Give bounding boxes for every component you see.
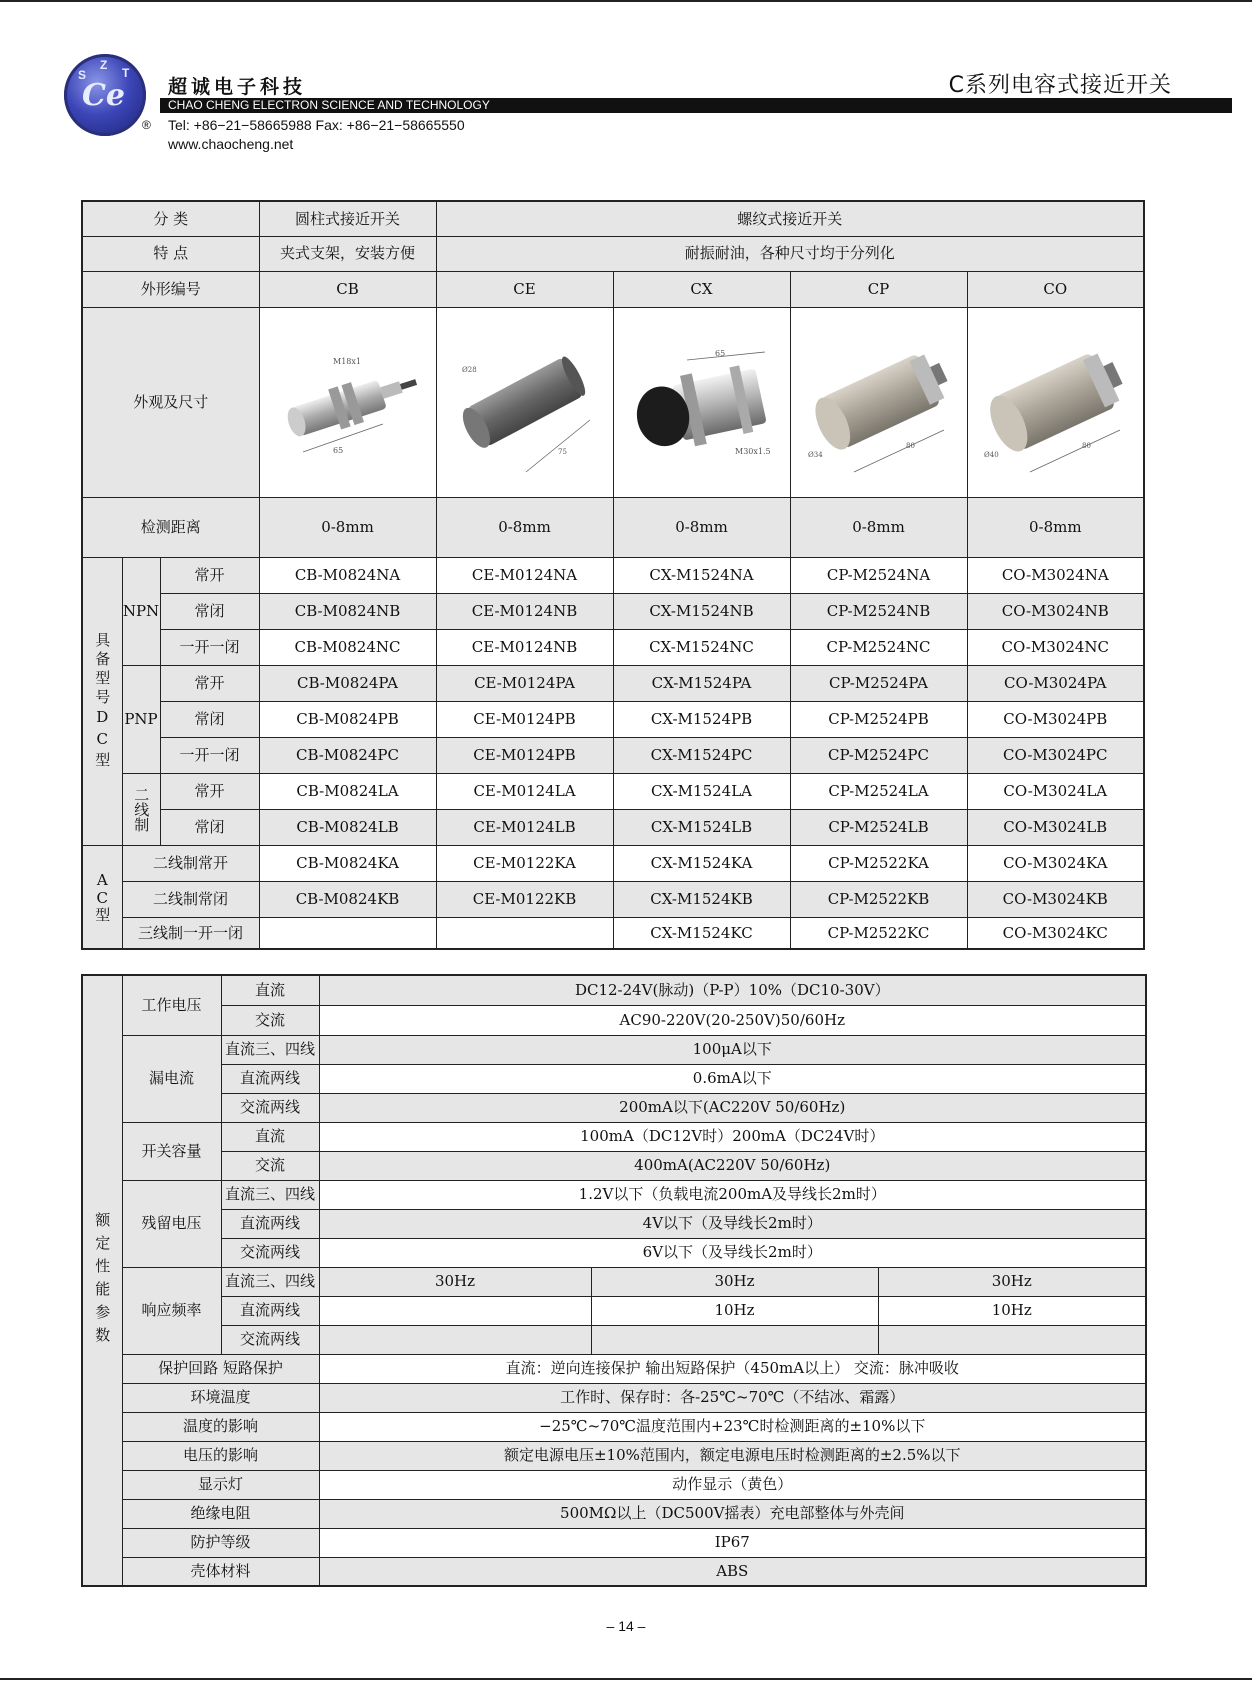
feature-cylinder: 夹式支架，安装方便 [259, 236, 436, 271]
output-type: 一开一闭 [160, 629, 259, 665]
output-type: 三线制一开一闭 [122, 917, 259, 949]
ac-group-label: AC型 [82, 845, 122, 949]
spec-value: 额定电源电压±10%范围内，额定电源电压时检测距离的±2.5%以下 [319, 1441, 1146, 1470]
spec-label: 绝缘电阻 [122, 1499, 319, 1528]
output-type: 常开 [160, 773, 259, 809]
distance-value: 0-8mm [259, 497, 436, 557]
spec-label: 环境温度 [122, 1383, 319, 1412]
spec-sub: 直流 [221, 1122, 319, 1151]
product-image-ce [436, 307, 613, 497]
model-cell [436, 917, 613, 949]
spec-sub: 交流两线 [221, 1093, 319, 1122]
model-cell: CE-M0124PB [436, 737, 613, 773]
spec-value: 30Hz [878, 1267, 1146, 1296]
distance-value: 0-8mm [613, 497, 790, 557]
model-cell: CO-M3024PC [967, 737, 1144, 773]
dim-length: 65 [714, 349, 725, 358]
spec-value [878, 1325, 1146, 1354]
spec-value: 1.2V以下（负载电流200mA及导线长2m时） [319, 1180, 1146, 1209]
model-code: CE [436, 271, 613, 307]
dim-diameter: Ø40 [984, 451, 999, 459]
dc-group-label: 具备型号DC型 [82, 557, 122, 845]
spec-sub: 直流两线 [221, 1209, 319, 1238]
dim-thread: M18x1 [332, 357, 361, 366]
model-cell: CE-M0124PB [436, 701, 613, 737]
spec-label: 漏电流 [122, 1035, 221, 1122]
logo-letter: Z [100, 58, 108, 72]
spec-value [591, 1325, 878, 1354]
contact-line: Tel: +86−21−58665988 Fax: +86−21−58665550 [168, 117, 465, 133]
model-cell: CO-M3024PB [967, 701, 1144, 737]
model-cell: CX-M1524NC [613, 629, 790, 665]
model-cell: CB-M0824NA [259, 557, 436, 593]
output-type: 常闭 [160, 809, 259, 845]
model-cell: CB-M0824PA [259, 665, 436, 701]
dim-length: 65 [332, 446, 343, 455]
spec-value: 30Hz [319, 1267, 591, 1296]
output-type: 常开 [160, 557, 259, 593]
spec-table [81, 974, 1147, 1587]
distance-value: 0-8mm [436, 497, 613, 557]
pnp-label: PNP [122, 665, 160, 773]
model-cell: CP-M2524NC [790, 629, 967, 665]
model-cell: CO-M3024LB [967, 809, 1144, 845]
spec-value: 30Hz [591, 1267, 878, 1296]
feature-thread: 耐振耐油，各种尺寸均于分列化 [436, 236, 1144, 271]
output-type: 常开 [160, 665, 259, 701]
model-code: CB [259, 271, 436, 307]
website: www.chaocheng.net [168, 136, 294, 152]
model-cell: CE-M0122KB [436, 881, 613, 917]
model-cell: CO-M3024NB [967, 593, 1144, 629]
model-cell: CP-M2524PB [790, 701, 967, 737]
bottom-border [0, 1678, 1252, 1680]
model-cell: CB-M0824PB [259, 701, 436, 737]
two-wire-label: 二线制 [122, 773, 160, 845]
model-cell: CB-M0824LA [259, 773, 436, 809]
model-cell: CE-M0124PA [436, 665, 613, 701]
spec-value: 200mA以下(AC220V 50/60Hz) [319, 1093, 1146, 1122]
spec-value: 直流：逆向连接保护 输出短路保护（450mA以上） 交流：脉冲吸收 [319, 1354, 1146, 1383]
model-cell: CE-M0124LA [436, 773, 613, 809]
category-cylinder: 圆柱式接近开关 [259, 201, 436, 236]
model-cell: CP-M2524PA [790, 665, 967, 701]
model-cell: CE-M0124LB [436, 809, 613, 845]
dim-length: 80 [905, 442, 915, 450]
dim-diameter: Ø28 [461, 366, 477, 374]
model-cell: CX-M1524KA [613, 845, 790, 881]
model-cell: CP-M2524NB [790, 593, 967, 629]
model-code: CX [613, 271, 790, 307]
category-thread: 螺纹式接近开关 [436, 201, 1144, 236]
model-cell: CX-M1524NA [613, 557, 790, 593]
spec-value: 10Hz [591, 1296, 878, 1325]
spec-value [319, 1296, 591, 1325]
spec-label: 防护等级 [122, 1528, 319, 1557]
model-cell: CB-M0824KB [259, 881, 436, 917]
product-image-cb [259, 307, 436, 497]
model-cell: CX-M1524PB [613, 701, 790, 737]
output-type: 常闭 [160, 593, 259, 629]
model-cell: CB-M0824KA [259, 845, 436, 881]
model-cell: CP-M2524PC [790, 737, 967, 773]
spec-value: AC90-220V(20-250V)50/60Hz [319, 1005, 1146, 1035]
model-cell: CX-M1524KC [613, 917, 790, 949]
model-cell: CP-M2522KA [790, 845, 967, 881]
dim-length: 75 [557, 448, 567, 456]
model-cell: CP-M2524LB [790, 809, 967, 845]
spec-value: 100μA以下 [319, 1035, 1146, 1064]
page-number: – 14 – [606, 1618, 646, 1634]
model-table [81, 200, 1145, 950]
spec-label: 工作电压 [122, 975, 221, 1035]
product-image-cp [790, 307, 967, 497]
spec-sub: 交流两线 [221, 1325, 319, 1354]
spec-sub: 直流两线 [221, 1064, 319, 1093]
spec-label: 显示灯 [122, 1470, 319, 1499]
feature-label: 特 点 [82, 236, 259, 271]
spec-label: 残留电压 [122, 1180, 221, 1267]
model-cell: CB-M0824NB [259, 593, 436, 629]
model-cell: CX-M1524LB [613, 809, 790, 845]
spec-sub: 交流 [221, 1005, 319, 1035]
model-cell: CE-M0124NA [436, 557, 613, 593]
model-cell: CO-M3024KB [967, 881, 1144, 917]
distance-value: 0-8mm [967, 497, 1144, 557]
spec-value: −25℃~70℃温度范围内+23℃时检测距离的±10%以下 [319, 1412, 1146, 1441]
spec-sub: 直流三、四线 [221, 1267, 319, 1296]
model-code: CP [790, 271, 967, 307]
model-cell: CP-M2522KB [790, 881, 967, 917]
logo-mark: Ce [82, 78, 125, 113]
output-type: 二线制常闭 [122, 881, 259, 917]
dim-length: 80 [1082, 442, 1092, 450]
model-label: 外形编号 [82, 271, 259, 307]
spec-value: 400mA(AC220V 50/60Hz) [319, 1151, 1146, 1180]
spec-value: 工作时、保存时：各-25℃~70℃（不结冰、霜露） [319, 1383, 1146, 1412]
model-cell: CP-M2522KC [790, 917, 967, 949]
spec-value: 4V以下（及导线长2m时） [319, 1209, 1146, 1238]
spec-value: ABS [319, 1557, 1146, 1586]
logo-letter: S [78, 68, 87, 82]
spec-value: 6V以下（及导线长2m时） [319, 1238, 1146, 1267]
output-type: 二线制常开 [122, 845, 259, 881]
company-name-en: CHAO CHENG ELECTRON SCIENCE AND TECHNOLOGY [168, 98, 490, 112]
model-cell: CE-M0124NB [436, 593, 613, 629]
series-title: C系列电容式接近开关 [948, 73, 1172, 98]
spec-label: 开关容量 [122, 1122, 221, 1180]
output-type: 一开一闭 [160, 737, 259, 773]
spec-value: 500MΩ以上（DC500V摇表）充电部整体与外壳间 [319, 1499, 1146, 1528]
distance-label: 检测距离 [82, 497, 259, 557]
top-border [0, 0, 1252, 2]
npn-label: NPN [122, 557, 160, 665]
spec-sub: 交流两线 [221, 1238, 319, 1267]
model-cell: CO-M3024NC [967, 629, 1144, 665]
dim-thread: M30x1.5 [734, 447, 771, 456]
model-cell: CX-M1524LA [613, 773, 790, 809]
model-cell: CE-M0124NB [436, 629, 613, 665]
model-cell: CO-M3024LA [967, 773, 1144, 809]
spec-sub: 直流三、四线 [221, 1035, 319, 1064]
model-cell: CX-M1524NB [613, 593, 790, 629]
registered-mark: ® [142, 118, 151, 132]
spec-group-label: 额定性能参数 [82, 975, 122, 1586]
dim-diameter: Ø34 [807, 451, 823, 459]
model-code: CO [967, 271, 1144, 307]
spec-label: 电压的影响 [122, 1441, 319, 1470]
spec-value: IP67 [319, 1528, 1146, 1557]
model-cell: CB-M0824NC [259, 629, 436, 665]
spec-sub: 直流三、四线 [221, 1180, 319, 1209]
spec-value: 100mA（DC12V时）200mA（DC24V时） [319, 1122, 1146, 1151]
model-cell: CO-M3024PA [967, 665, 1144, 701]
model-cell: CB-M0824PC [259, 737, 436, 773]
spec-label: 温度的影响 [122, 1412, 319, 1441]
company-logo [64, 54, 146, 136]
model-cell: CB-M0824LB [259, 809, 436, 845]
spec-sub: 直流 [221, 975, 319, 1005]
spec-label: 保护回路 短路保护 [122, 1354, 319, 1383]
spec-label: 响应频率 [122, 1267, 221, 1354]
spec-value: 动作显示（黄色） [319, 1470, 1146, 1499]
spec-value [319, 1325, 591, 1354]
model-cell: CE-M0122KA [436, 845, 613, 881]
company-name-cn: 超诚电子科技 [168, 76, 307, 98]
spec-value: 10Hz [878, 1296, 1146, 1325]
spec-sub: 直流两线 [221, 1296, 319, 1325]
model-cell: CX-M1524KB [613, 881, 790, 917]
model-cell: CO-M3024NA [967, 557, 1144, 593]
model-cell: CO-M3024KA [967, 845, 1144, 881]
spec-value: DC12-24V(脉动)（P-P）10%（DC10-30V） [319, 975, 1146, 1005]
spec-value: 0.6mA以下 [319, 1064, 1146, 1093]
distance-value: 0-8mm [790, 497, 967, 557]
product-image-cx [613, 307, 790, 497]
product-image-co [967, 307, 1144, 497]
category-label: 分 类 [82, 201, 259, 236]
logo-letter: T [122, 66, 130, 80]
spec-label: 壳体材料 [122, 1557, 319, 1586]
appearance-label: 外观及尺寸 [82, 307, 259, 497]
spec-sub: 交流 [221, 1151, 319, 1180]
model-cell: CP-M2524NA [790, 557, 967, 593]
model-cell [259, 917, 436, 949]
model-cell: CX-M1524PA [613, 665, 790, 701]
model-cell: CO-M3024KC [967, 917, 1144, 949]
model-cell: CP-M2524LA [790, 773, 967, 809]
output-type: 常闭 [160, 701, 259, 737]
model-cell: CX-M1524PC [613, 737, 790, 773]
